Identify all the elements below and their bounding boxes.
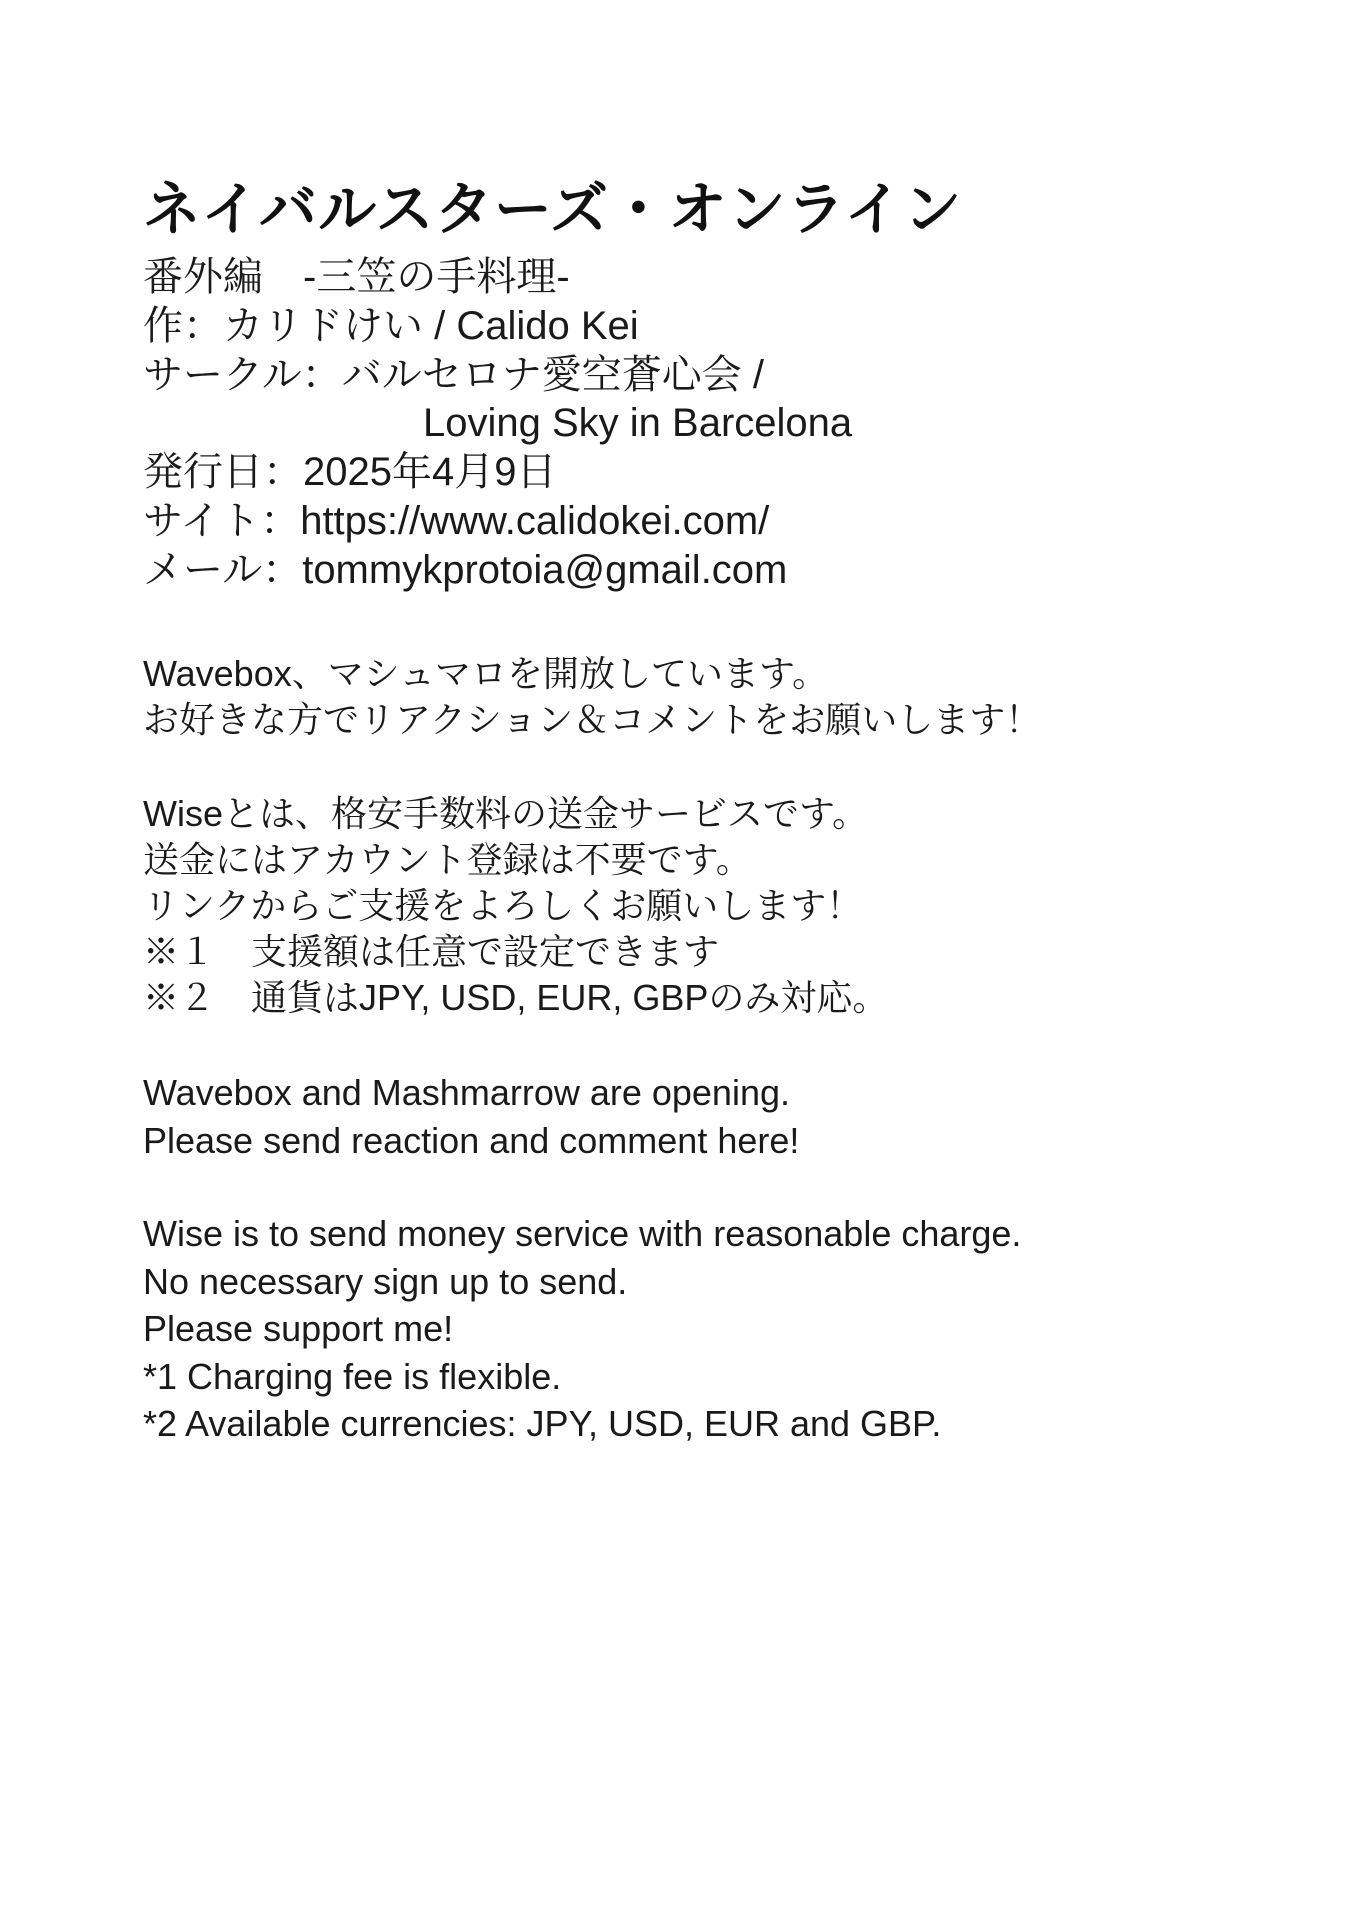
section-jp-wise bbox=[143, 791, 1263, 1021]
section-en-wavebox bbox=[143, 1069, 1263, 1164]
jp-wise-line-3: リンクからご支援をよろしくお願いします！ bbox=[143, 884, 863, 926]
colophon-line-site: サイト：https://www.calidokei.com/ bbox=[143, 498, 770, 543]
colophon-block bbox=[143, 253, 1263, 595]
jp-wise-line-2: 送金にはアカウント登録は不要です。 bbox=[143, 838, 752, 880]
en-wise-line-1: Wise is to send money service with reasonable charge. bbox=[143, 1213, 1022, 1255]
spacer bbox=[143, 1021, 1263, 1069]
spacer bbox=[143, 1164, 1263, 1210]
jp-wise-note-1: ※１ 支援額は任意で設定できます bbox=[143, 930, 720, 972]
en-wise-note-1: *1 Charging fee is flexible. bbox=[143, 1355, 562, 1397]
colophon-line-subtitle: 番外編 -三笠の手料理- bbox=[143, 254, 570, 299]
en-wise-line-2: No necessary sign up to send. bbox=[143, 1260, 628, 1302]
spacer bbox=[143, 743, 1263, 791]
spacer bbox=[143, 595, 1263, 651]
page-title: ネイバルスターズ・オンライン bbox=[143, 177, 963, 242]
jp-wavebox-line-2: お好きな方でリアクション＆コメントをお願いします！ bbox=[143, 698, 1042, 740]
colophon-line-date: 発行日：2025年4月9日 bbox=[143, 450, 557, 495]
jp-wise-line-1: Wiseとは、格安手数料の送金サービスです。 bbox=[143, 792, 869, 834]
colophon-line-author: 作：カリドけい / Calido Kei bbox=[143, 303, 639, 348]
colophon-line-mail: メール：tommykprotoia@gmail.com bbox=[143, 547, 788, 592]
section-jp-wavebox bbox=[143, 651, 1263, 743]
en-wise-line-3: Please support me! bbox=[143, 1308, 454, 1350]
en-wise-note-2: *2 Available currencies: JPY, USD, EUR and GBP. bbox=[143, 1403, 942, 1445]
en-wavebox-line-1: Wavebox and Mashmarrow are opening. bbox=[143, 1072, 790, 1114]
jp-wise-note-2: ※２ 通貨はJPY, USD, EUR, GBPのみ対応。 bbox=[143, 977, 889, 1018]
jp-wavebox-line-1: Wavebox、マシュマロを開放しています。 bbox=[143, 652, 829, 694]
section-en-wise bbox=[143, 1210, 1263, 1448]
colophon-line-circle: サークル：バルセロナ愛空蒼心会 / bbox=[143, 352, 765, 397]
colophon-line-circle-en: Loving Sky in Barcelona bbox=[423, 401, 853, 446]
en-wavebox-line-2: Please send reaction and comment here! bbox=[143, 1119, 800, 1161]
document-content bbox=[143, 178, 1263, 1448]
